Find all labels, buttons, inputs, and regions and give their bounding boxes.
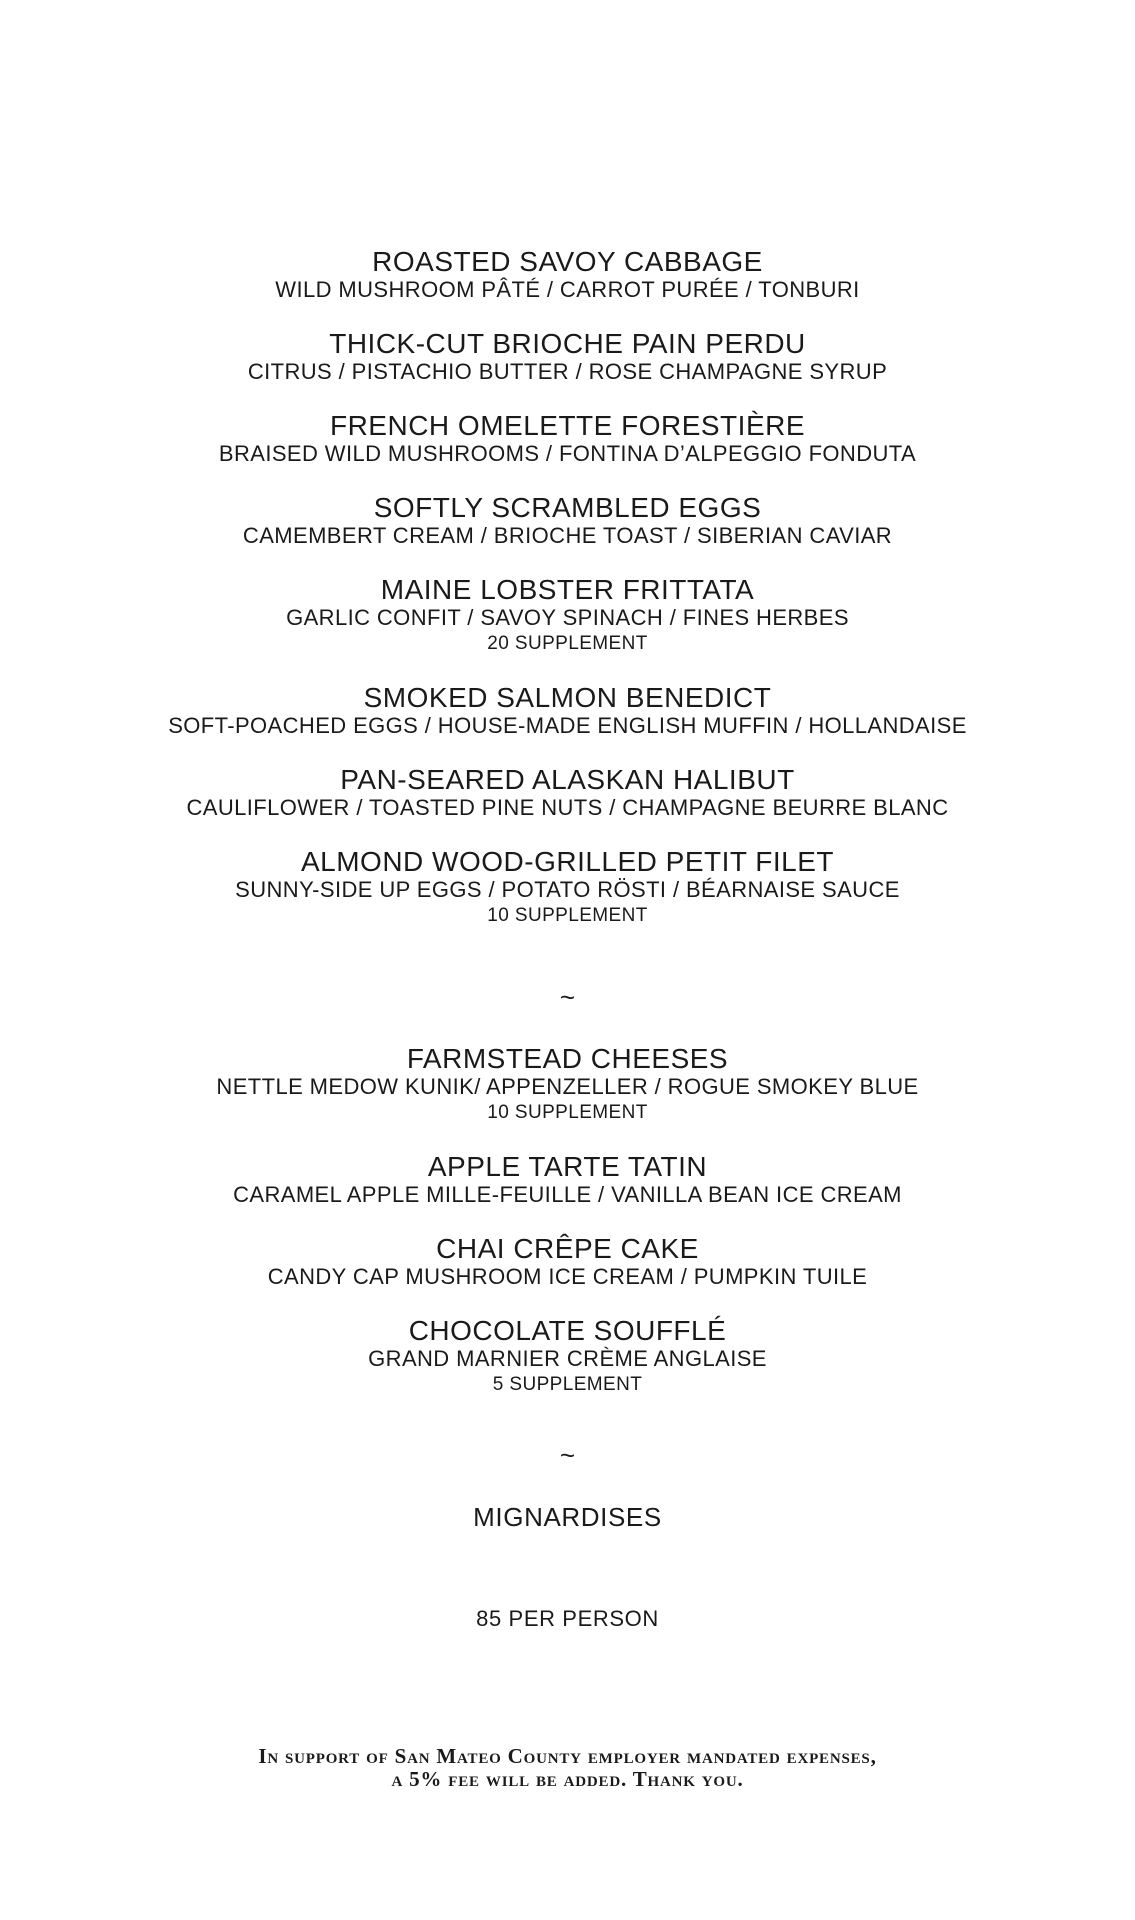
dish-title: THICK-CUT BRIOCHE PAIN PERDU (329, 328, 806, 359)
dish-title: ALMOND WOOD-GRILLED PETIT FILET (300, 846, 835, 877)
dish-title: SMOKED SALMON BENEDICT (363, 682, 772, 713)
menu-item (0, 1044, 1135, 1126)
menu-item (0, 683, 1135, 739)
fee-footnote (0, 1745, 1135, 1791)
dish-title: MAINE LOBSTER FRITTATA (380, 574, 755, 605)
supplement-note: 5 SUPPLEMENT (492, 1374, 643, 1395)
dish-description: CANDY CAP MUSHROOM ICE CREAM / PUMPKIN TUILE (267, 1264, 868, 1289)
dish-description: NETTLE MEDOW KUNIK/ APPENZELLER / ROGUE SMOKEY BLUE (216, 1074, 919, 1099)
supplement-note: 10 SUPPLEMENT (487, 905, 648, 926)
dish-description: GRAND MARNIER CRÈME ANGLAISE (368, 1346, 767, 1371)
dish-title: APPLE TARTE TATIN (427, 1151, 708, 1182)
dish-title: CHOCOLATE SOUFFLÉ (408, 1315, 727, 1346)
menu-item (0, 1316, 1135, 1398)
menu-item (0, 411, 1135, 467)
dish-description: SOFT-POACHED EGGS / HOUSE-MADE ENGLISH MUFFIN / HOLLANDAISE (168, 713, 967, 738)
dish-title: SOFTLY SCRAMBLED EGGS (373, 492, 762, 523)
footnote-line-2: a 5% fee will be added. Thank you. (391, 1767, 744, 1791)
section-divider: ~ (559, 982, 576, 1012)
menu-item (0, 329, 1135, 385)
mignardises-heading: MIGNARDISES (473, 1502, 662, 1532)
supplement-note: 20 SUPPLEMENT (487, 633, 648, 654)
dish-description: SUNNY-SIDE UP EGGS / POTATO RÖSTI / BÉARNAISE SAUCE (235, 877, 900, 902)
footnote-line-1: In support of San Mateo County employer mandated expenses, (258, 1744, 877, 1768)
dish-description: CITRUS / PISTACHIO BUTTER / ROSE CHAMPAGNE SYRUP (247, 359, 888, 384)
dish-title: FARMSTEAD CHEESES (406, 1043, 729, 1074)
dish-description: BRAISED WILD MUSHROOMS / FONTINA D’ALPEGGIO FONDUTA (218, 441, 917, 466)
menu-item (0, 1152, 1135, 1208)
dish-title: ROASTED SAVOY CABBAGE (372, 246, 763, 277)
dish-description: CAMEMBERT CREAM / BRIOCHE TOAST / SIBERIAN CAVIAR (242, 523, 893, 548)
dish-title: PAN-SEARED ALASKAN HALIBUT (340, 764, 795, 795)
dish-description: GARLIC CONFIT / SAVOY SPINACH / FINES HERBES (286, 605, 849, 630)
menu-item (0, 247, 1135, 303)
menu-item (0, 765, 1135, 821)
menu-item (0, 575, 1135, 657)
menu-item (0, 493, 1135, 549)
dessert-section (0, 1044, 1135, 1424)
price-per-person: 85 PER PERSON (476, 1606, 659, 1631)
dish-description: WILD MUSHROOM PÂTÉ / CARROT PURÉE / TONBURI (275, 277, 860, 302)
dish-title: CHAI CRÊPE CAKE (436, 1233, 699, 1264)
main-courses-section (0, 247, 1135, 955)
menu-item (0, 847, 1135, 929)
dish-title: FRENCH OMELETTE FORESTIÈRE (329, 410, 806, 441)
section-divider: ~ (559, 1440, 576, 1470)
supplement-note: 10 SUPPLEMENT (487, 1102, 648, 1123)
dish-description: CARAMEL APPLE MILLE-FEUILLE / VANILLA BEAN ICE CREAM (233, 1182, 902, 1207)
menu-item (0, 1234, 1135, 1290)
dish-description: CAULIFLOWER / TOASTED PINE NUTS / CHAMPAGNE BEURRE BLANC (186, 795, 949, 820)
